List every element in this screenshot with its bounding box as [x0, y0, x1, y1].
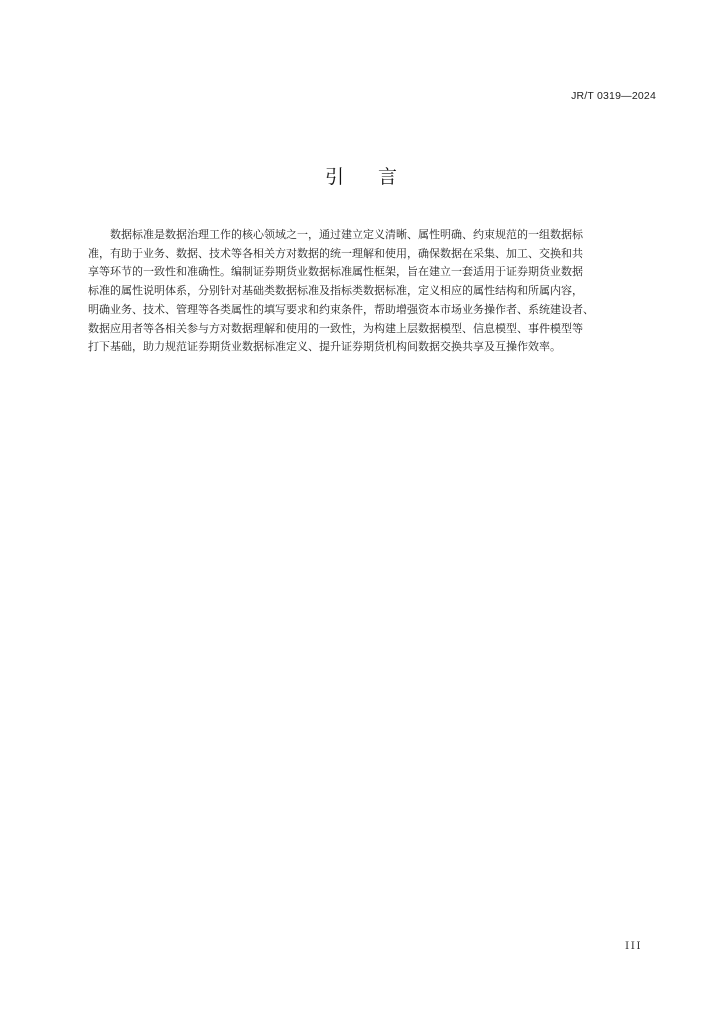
- page-number: III: [625, 940, 642, 952]
- page-title: [0, 162, 724, 189]
- paragraph-line: 准，有助于业务、数据、技术等各相关方对数据的统一理解和使用，确保数据在采集、加工、交换和共: [88, 246, 583, 260]
- paragraph-line: 数据标准是数据治理工作的核心领域之一，通过建立定义清晰、属性明确、约束规范的一组数据标: [110, 228, 583, 241]
- title-char-2: 言: [378, 166, 400, 188]
- title-char-1: 引: [324, 166, 346, 188]
- paragraph-line: 标准的属性说明体系，分别针对基础类数据标准及指标类数据标准，定义相应的属性结构和所属内容，: [88, 284, 583, 298]
- paragraph-line: 明确业务、技术、管理等各类属性的填写要求和约束条件，帮助增强资本市场业务操作者、系统建设者、: [88, 302, 594, 316]
- standard-code: JR/T 0319—2024: [571, 90, 656, 102]
- paragraph-line: 享等环节的一致性和准确性。编制证券期货业数据标准属性框架，旨在建立一套适用于证券期货业数据: [88, 265, 583, 279]
- paragraph-line: 数据应用者等各相关参与方对数据理解和使用的一致性，为构建上层数据模型、信息模型、事件模型等: [88, 321, 583, 335]
- introduction-paragraph: [88, 226, 656, 357]
- paragraph-line: 打下基础，助力规范证券期货业数据标准定义、提升证券期货机构间数据交换共享及互操作效率。: [88, 340, 561, 354]
